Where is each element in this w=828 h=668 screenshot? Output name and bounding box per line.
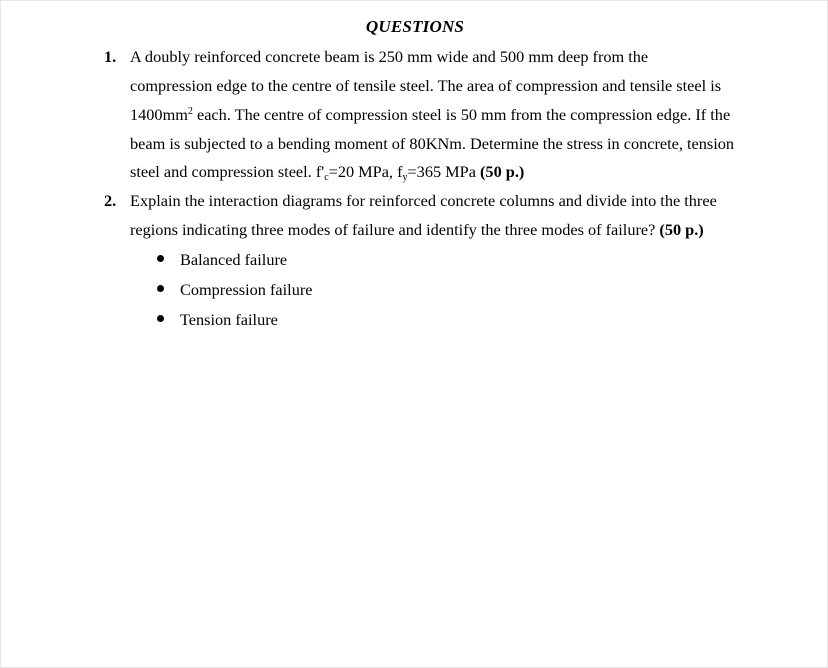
text-fragment: steel and compression steel. f' [130, 162, 325, 181]
bullet-icon [157, 315, 164, 322]
question-text-line [130, 162, 524, 182]
text-fragment: each. The centre of compression steel is 50 mm from the compression edge. If the [192, 105, 731, 124]
list-item [157, 280, 312, 300]
list-item-label: Compression failure [180, 280, 313, 299]
question-number: 2. [104, 191, 117, 210]
superscript: 2 [187, 106, 193, 117]
page-title: QUESTIONS [365, 17, 465, 36]
question-text-line: Explain the interaction diagrams for reinforced concrete columns and divide into the three [130, 191, 717, 210]
subscript: y [402, 172, 408, 183]
bullet-icon [157, 255, 164, 262]
text-fragment: =20 MPa, f [328, 162, 403, 181]
list-item [157, 250, 287, 270]
bullet-icon [157, 285, 164, 292]
question-number: 1. [104, 47, 117, 66]
text-fragment: regions indicating three modes of failure and identify the three modes of failure? [130, 220, 660, 239]
text-fragment: 1400mm [130, 105, 188, 124]
question-text-line [130, 220, 704, 240]
question-text-line: A doubly reinforced concrete beam is 250 mm wide and 500 mm deep from the [130, 47, 649, 66]
points-label: (50 p.) [480, 162, 525, 181]
question-text-line: compression edge to the centre of tensile steel. The area of compression and tensile steel is [130, 76, 722, 95]
question-text-line [130, 105, 730, 125]
question-text-line: beam is subjected to a bending moment of 80KNm. Determine the stress in concrete, tension [130, 134, 735, 153]
list-item-label: Balanced failure [180, 250, 288, 269]
text-fragment: =365 MPa [407, 162, 481, 181]
subscript: c [324, 172, 329, 183]
points-label: (50 p.) [659, 220, 704, 239]
list-item-label: Tension failure [180, 310, 278, 329]
list-item [157, 310, 278, 330]
